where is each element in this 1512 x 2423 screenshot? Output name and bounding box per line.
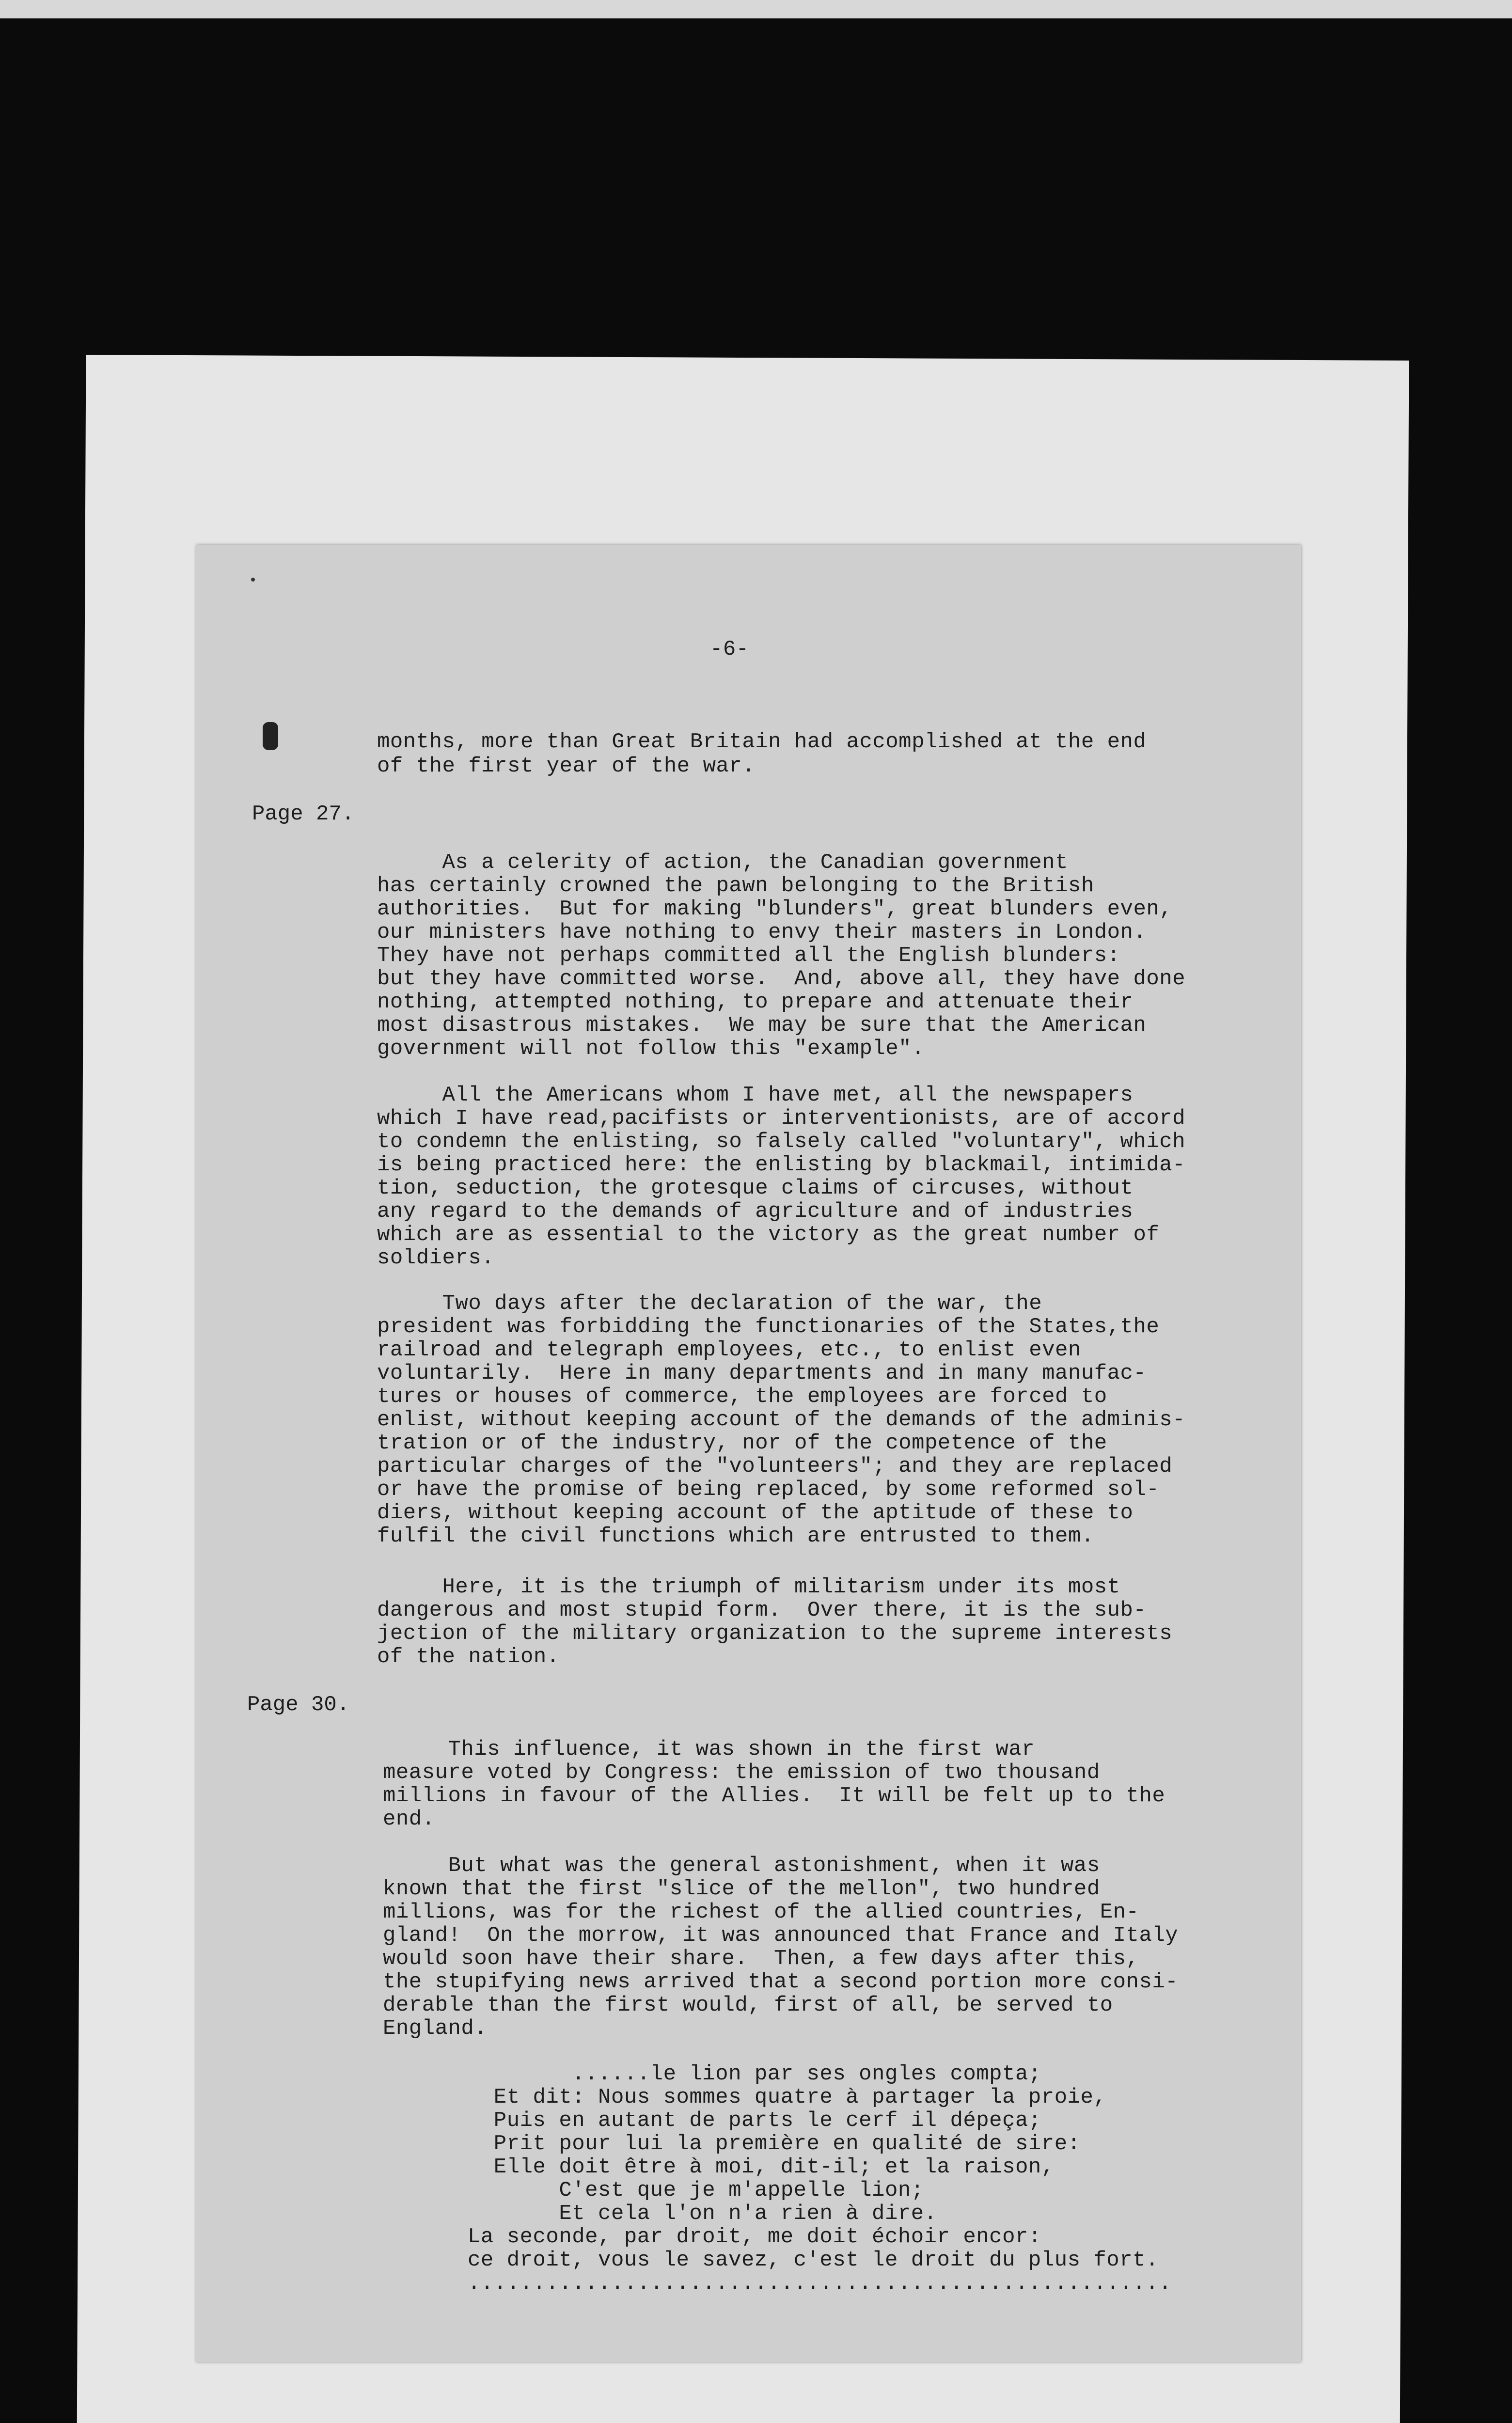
text-line: Here, it is the triumph of militarism under its most	[377, 1575, 1120, 1599]
margin-page-ref: Page 27.	[252, 802, 355, 826]
text-line: railroad and telegraph employees, etc., to enlist even	[377, 1338, 1081, 1362]
text-line: England.	[383, 2016, 488, 2041]
text-line: This influence, it was shown in the first war	[383, 1737, 1035, 1762]
text-line: diers, without keeping account of the aptitude of these to	[377, 1501, 1134, 1525]
text-line: particular charges of the "volunteers"; and they are replaced	[377, 1454, 1173, 1479]
text-line: enlist, without keeping account of the demands of the adminis-	[377, 1408, 1186, 1432]
text-line: of the nation.	[377, 1645, 560, 1669]
text-line: millions, was for the richest of the allied countries, En-	[383, 1900, 1139, 1924]
text-line: end.	[383, 1807, 435, 1831]
text-line: president was forbidding the functionaries of the States,the	[377, 1315, 1160, 1339]
text-line: As a celerity of action, the Canadian government	[377, 850, 1068, 875]
text-line: fulfil the civil functions which are entrusted to them.	[377, 1524, 1094, 1548]
text-line: tration or of the industry, nor of the competence of the	[377, 1431, 1107, 1455]
text-line: the stupifying news arrived that a second portion more consi-	[383, 1970, 1179, 1994]
text-line: Elle doit être à moi, dit-il; et la raison,	[468, 2155, 1055, 2179]
text-line: has certainly crowned the pawn belonging to the British	[377, 874, 1094, 898]
text-line: jection of the military organization to the supreme interests	[377, 1621, 1173, 1646]
text-line: Et dit: Nous sommes quatre à partager la proie,	[468, 2085, 1107, 2109]
text-line: or have the promise of being replaced, by some reformed sol-	[377, 1478, 1160, 1502]
text-line: dangerous and most stupid form. Over there, it is the sub-	[377, 1598, 1147, 1622]
text-line: measure voted by Congress: the emission of two thousand	[383, 1761, 1100, 1785]
text-line: months, more than Great Britain had accomplished at the end	[377, 730, 1147, 754]
text-line: They have not perhaps committed all the English blunders:	[377, 944, 1120, 968]
text-line: ......................................................	[468, 2271, 1172, 2296]
film-edge-top	[0, 0, 1512, 18]
text-line: nothing, attempted nothing, to prepare and attenuate their	[377, 990, 1134, 1014]
text-line: tion, seduction, the grotesque claims of circuses, without	[377, 1176, 1134, 1200]
text-line: ce droit, vous le savez, c'est le droit du plus fort.	[468, 2248, 1159, 2272]
text-line: of the first year of the war.	[377, 754, 756, 778]
text-line: which I have read,pacifists or interventionists, are of accord	[377, 1106, 1186, 1131]
text-line: voluntarily. Here in many departments and in many manufac-	[377, 1361, 1147, 1385]
text-line: any regard to the demands of agriculture and of industries	[377, 1199, 1134, 1224]
page-number: -6-	[710, 637, 749, 661]
text-line: La seconde, par droit, me doit échoir encor:	[468, 2225, 1041, 2249]
text-line: But what was the general astonishment, when it was	[383, 1854, 1100, 1878]
text-line: most disastrous mistakes. We may be sure that the American	[377, 1013, 1147, 1038]
text-line: but they have committed worse. And, above all, they have done	[377, 967, 1186, 991]
text-line: derable than the first would, first of all, be served to	[383, 1993, 1113, 2017]
text-line: Et cela l'on n'a rien à dire.	[468, 2202, 937, 2226]
text-line: known that the first "slice of the mellon", two hundred	[383, 1877, 1100, 1901]
text-line: ......le lion par ses ongles compta;	[468, 2062, 1041, 2086]
text-line: Prit pour lui la première en qualité de sire:	[468, 2132, 1081, 2156]
text-line: which are as essential to the victory as the great number of	[377, 1223, 1160, 1247]
text-line: millions in favour of the Allies. It will be felt up to the	[383, 1784, 1166, 1808]
text-line: our ministers have nothing to envy their masters in London.	[377, 920, 1147, 944]
text-line: C'est que je m'appelle lion;	[468, 2178, 924, 2203]
punch-hole-mark	[263, 722, 278, 750]
text-line: government will not follow this "example".	[377, 1037, 925, 1061]
text-line: authorities. But for making "blunders", great blunders even,	[377, 897, 1173, 921]
ink-fleck	[251, 578, 255, 582]
text-line: All the Americans whom I have met, all the newspapers	[377, 1083, 1134, 1107]
text-line: Puis en autant de parts le cerf il dépeça;	[468, 2108, 1041, 2133]
text-line: tures or houses of commerce, the employees are forced to	[377, 1385, 1107, 1409]
text-line: to condemn the enlisting, so falsely called "voluntary", which	[377, 1130, 1186, 1154]
text-line: soldiers.	[377, 1246, 495, 1270]
text-line: would soon have their share. Then, a few days after this,	[383, 1947, 1139, 1971]
text-line: gland! On the morrow, it was announced that France and Italy	[383, 1923, 1179, 1948]
text-line: Two days after the declaration of the war, the	[377, 1291, 1042, 1316]
margin-page-ref: Page 30.	[247, 1693, 350, 1717]
text-line: is being practiced here: the enlisting by blackmail, intimida-	[377, 1153, 1186, 1177]
